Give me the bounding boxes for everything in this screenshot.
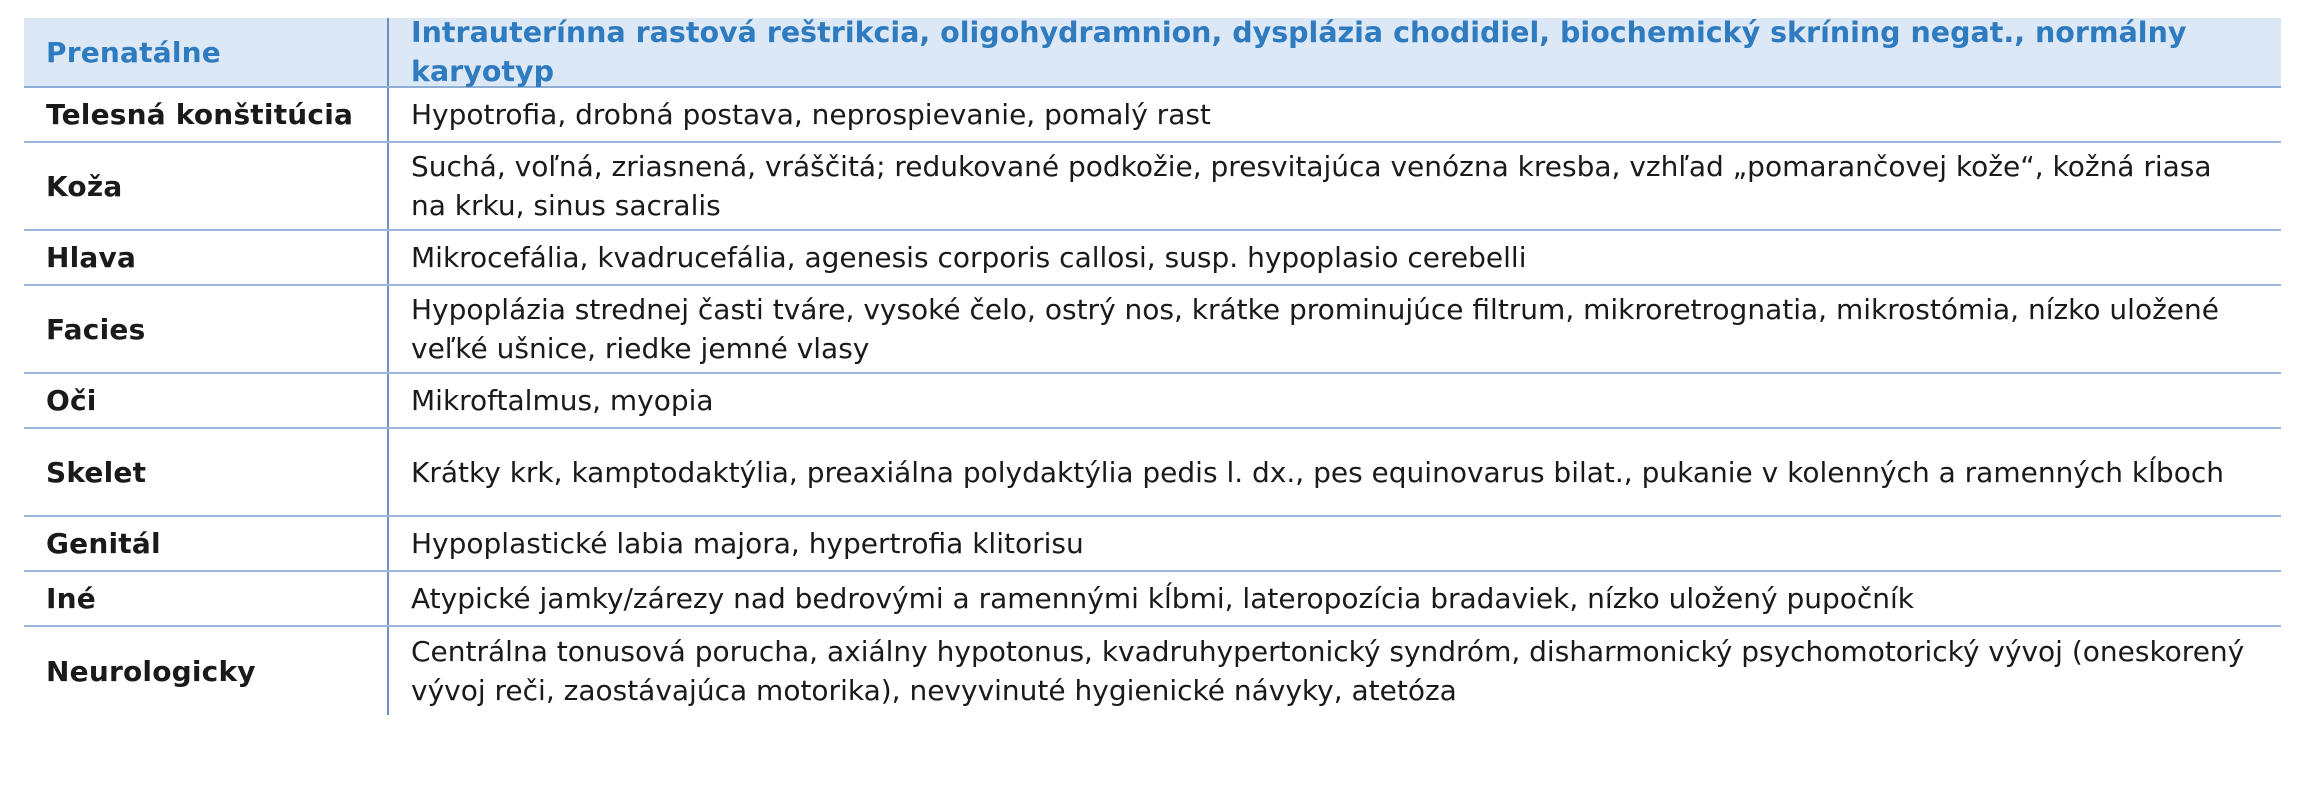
table-row-koza — [24, 143, 2281, 231]
header-value — [387, 18, 2281, 86]
row-value-cell — [387, 143, 2281, 229]
row-value: Hypoplázia strednej časti tváre, vysoké čelo, ostrý nos, krátke prominujúce filtrum, mikroretrognatia, mikrostómia, nízko uložené veľké ušnice, riedke jemné vlasy — [411, 293, 2219, 365]
row-value: Centrálna tonusová porucha, axiálny hypotonus, kvadruhypertonický syndróm, disharmonický psychomotorický vývoj (oneskorený vývoj reči, zaostávajúca motorika), nevyvinuté hygienické návyky, atetóza — [411, 635, 2245, 707]
row-label: Facies — [46, 312, 146, 346]
row-label: Oči — [46, 384, 97, 417]
row-label: Genitál — [46, 527, 161, 560]
row-value-cell — [387, 374, 2281, 427]
row-value-cell — [387, 429, 2281, 515]
row-label: Neurologicky — [46, 654, 256, 688]
row-value: Hypotrofia, drobná postava, neprospievanie, pomalý rast — [411, 98, 1211, 131]
table-row-ine — [24, 572, 2281, 627]
row-value: Mikrocefália, kvadrucefália, agenesis corporis callosi, susp. hypoplasio cerebelli — [411, 241, 1527, 274]
row-label: Koža — [46, 169, 123, 203]
header-label: Prenatálne — [46, 35, 221, 69]
table-header-row — [24, 18, 2281, 88]
row-value-cell — [387, 286, 2281, 372]
row-value-cell — [387, 88, 2281, 141]
row-label: Hlava — [46, 241, 137, 274]
row-value: Hypoplastické labia majora, hypertrofia klitorisu — [411, 527, 1084, 560]
table-row-telesna-konstitucia — [24, 88, 2281, 143]
row-label: Skelet — [46, 455, 147, 489]
clinical-features-table — [24, 18, 2281, 715]
row-value-cell — [387, 572, 2281, 625]
table-row-oci — [24, 374, 2281, 429]
table-row-neurologicky — [24, 627, 2281, 715]
row-value-cell — [387, 627, 2281, 715]
table-row-facies — [24, 286, 2281, 374]
row-value: Mikroftalmus, myopia — [411, 384, 714, 417]
row-label: Iné — [46, 582, 96, 615]
row-value: Atypické jamky/zárezy nad bedrovými a ramennými kĺbmi, lateropozícia bradaviek, nízko uložený pupočník — [411, 582, 1915, 615]
row-value: Krátky krk, kamptodaktýlia, preaxiálna polydaktýlia pedis l. dx., pes equinovarus bilat., pukanie v kolenných a ramenných kĺboch — [411, 455, 2224, 489]
row-label: Telesná konštitúcia — [46, 98, 354, 131]
table-row-hlava — [24, 231, 2281, 286]
table-row-skelet — [24, 429, 2281, 517]
header-value-text: Intrauterínna rastová reštrikcia, oligohydramnion, dysplázia chodidiel, biochemický skríning negat., normálny karyotyp — [411, 16, 2187, 88]
row-value-cell — [387, 231, 2281, 284]
row-value-cell — [387, 517, 2281, 570]
row-value: Suchá, voľná, zriasnená, vráščitá; redukované podkožie, presvitajúca venózna kresba, vzhľad „pomarančovej kože“, kožná riasa na krku, sinus sacralis — [411, 150, 2212, 222]
table-row-genital — [24, 517, 2281, 572]
